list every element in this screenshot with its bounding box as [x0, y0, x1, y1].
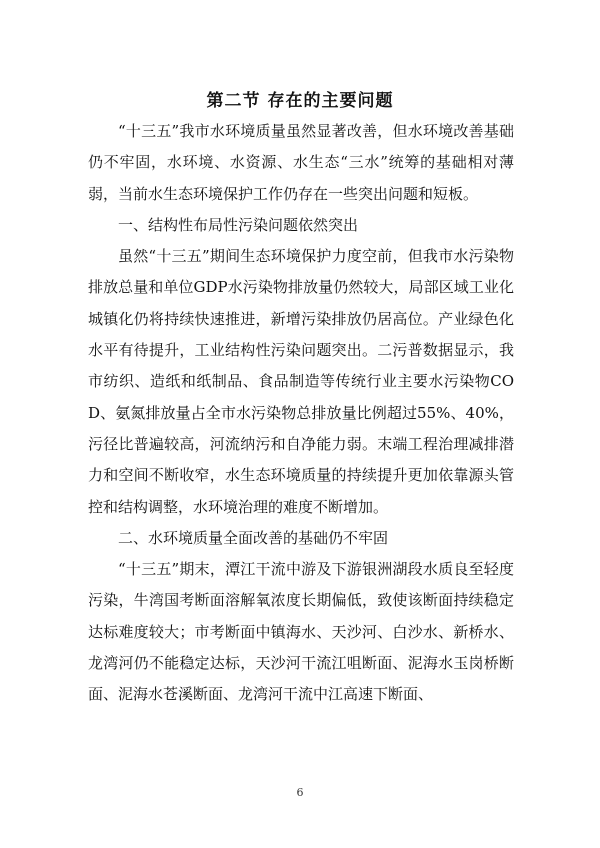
intro-paragraph: “十三五”我市水环境质量虽然显著改善，但水环境改善基础仍不牢固，水环境、水资源、水生态“三水”统筹的基础相对薄弱，当前水生态环境保护工作仍存在一些突出问题和短板。 [88, 122, 514, 203]
page-number: 6 [296, 786, 304, 799]
body-text [88, 116, 514, 711]
section-title: 第二节 存在的主要问题 [206, 91, 394, 111]
paragraph-1: 虽然“十三五”期间生态环境保护力度空前，但我市水污染物排放总量和单位GDP水污染物排放量仍然较大，局部区域工业化城镇化仍将持续快速推进，新增污染排放仍居高位。产业绿色化水平有待提升，工业结构性污染问题突出。二污普数据显示，我市纺织、造纸和纸制品、食品制造等传统行业主要水污染物COD、氨氮排放量占全市水污染物总排放量比例超过55%、40%，污径比普遍较高，河流纳污和自净能力弱。末端工程治理减排潜力和空间不断收窄，水生态环境质量的持续提升更加依靠源头管控和结构调整，水环境治理的难度不断增加。 [88, 247, 514, 516]
paragraph-2: “十三五”期末，潭江干流中游及下游银洲湖段水质良至轻度污染，牛湾国考断面溶解氧浓度长期偏低，致使该断面持续稳定达标难度较大；市考断面中镇海水、天沙河、白沙水、新桥水、龙湾河仍不能稳定达标，天沙河干流江咀断面、泥海水玉岗桥断面、泥海水苍溪断面、龙湾河干流中江高速下断面、 [88, 560, 514, 704]
subheading-1: 一、结构性布局性污染问题依然突出 [118, 215, 359, 234]
subheading-2: 二、水环境质量全面改善的基础仍不牢固 [118, 528, 389, 547]
